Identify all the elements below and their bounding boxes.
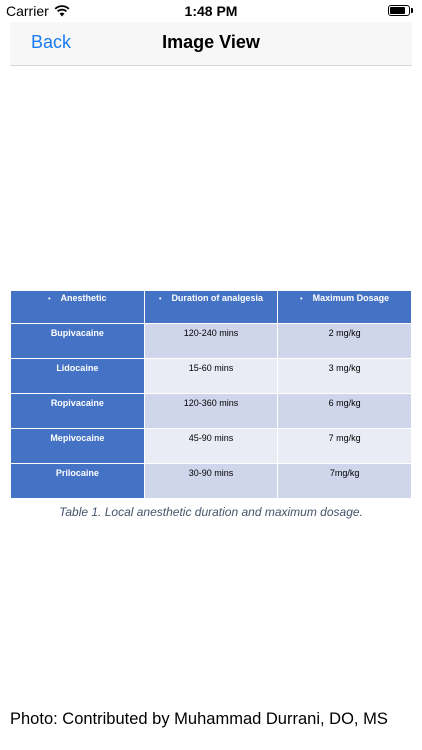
- image-view: [10, 290, 412, 519]
- table-row: [11, 429, 412, 464]
- photo-credit: Photo: Contributed by Muhammad Durrani, DO, MS: [10, 710, 388, 728]
- table-row: [11, 464, 412, 499]
- table-cell: Bupivacaine: [11, 324, 145, 359]
- battery-icon: [388, 5, 414, 17]
- table-row: [11, 324, 412, 359]
- table-cell: 7 mg/kg: [278, 429, 412, 464]
- table-cell: Ropivacaine: [11, 394, 145, 429]
- table-caption: Table 1. Local anesthetic duration and maximum dosage.: [59, 505, 363, 519]
- status-bar: [0, 0, 422, 22]
- table-cell: 15-60 mins: [144, 359, 278, 394]
- table-header-row: [11, 291, 412, 324]
- column-header: • Duration of analgesia: [144, 291, 278, 324]
- table-cell: 6 mg/kg: [278, 394, 412, 429]
- table-cell: 2 mg/kg: [278, 324, 412, 359]
- table-cell: 7mg/kg: [278, 464, 412, 499]
- column-header: • Maximum Dosage: [278, 291, 412, 324]
- page-title: Image View: [162, 32, 260, 52]
- carrier-label: Carrier: [6, 3, 49, 19]
- bullet-icon: •: [300, 296, 303, 303]
- table-cell: 120-240 mins: [144, 324, 278, 359]
- table-cell: Mepivocaine: [11, 429, 145, 464]
- table-cell: Prilocaine: [11, 464, 145, 499]
- table-cell: 120-360 mins: [144, 394, 278, 429]
- table-cell: 3 mg/kg: [278, 359, 412, 394]
- table-cell: 45-90 mins: [144, 429, 278, 464]
- clock: 1:48 PM: [184, 3, 238, 19]
- table-row: [11, 359, 412, 394]
- table-cell: 30-90 mins: [144, 464, 278, 499]
- bullet-icon: •: [158, 296, 162, 303]
- table-cell: Lidocaine: [11, 359, 145, 394]
- table-row: [11, 394, 412, 429]
- column-header: • Anesthetic: [11, 291, 145, 324]
- bullet-icon: •: [48, 296, 51, 303]
- back-button[interactable]: Back: [31, 32, 72, 52]
- navigation-bar: [10, 22, 412, 66]
- anesthetic-table: [10, 290, 412, 499]
